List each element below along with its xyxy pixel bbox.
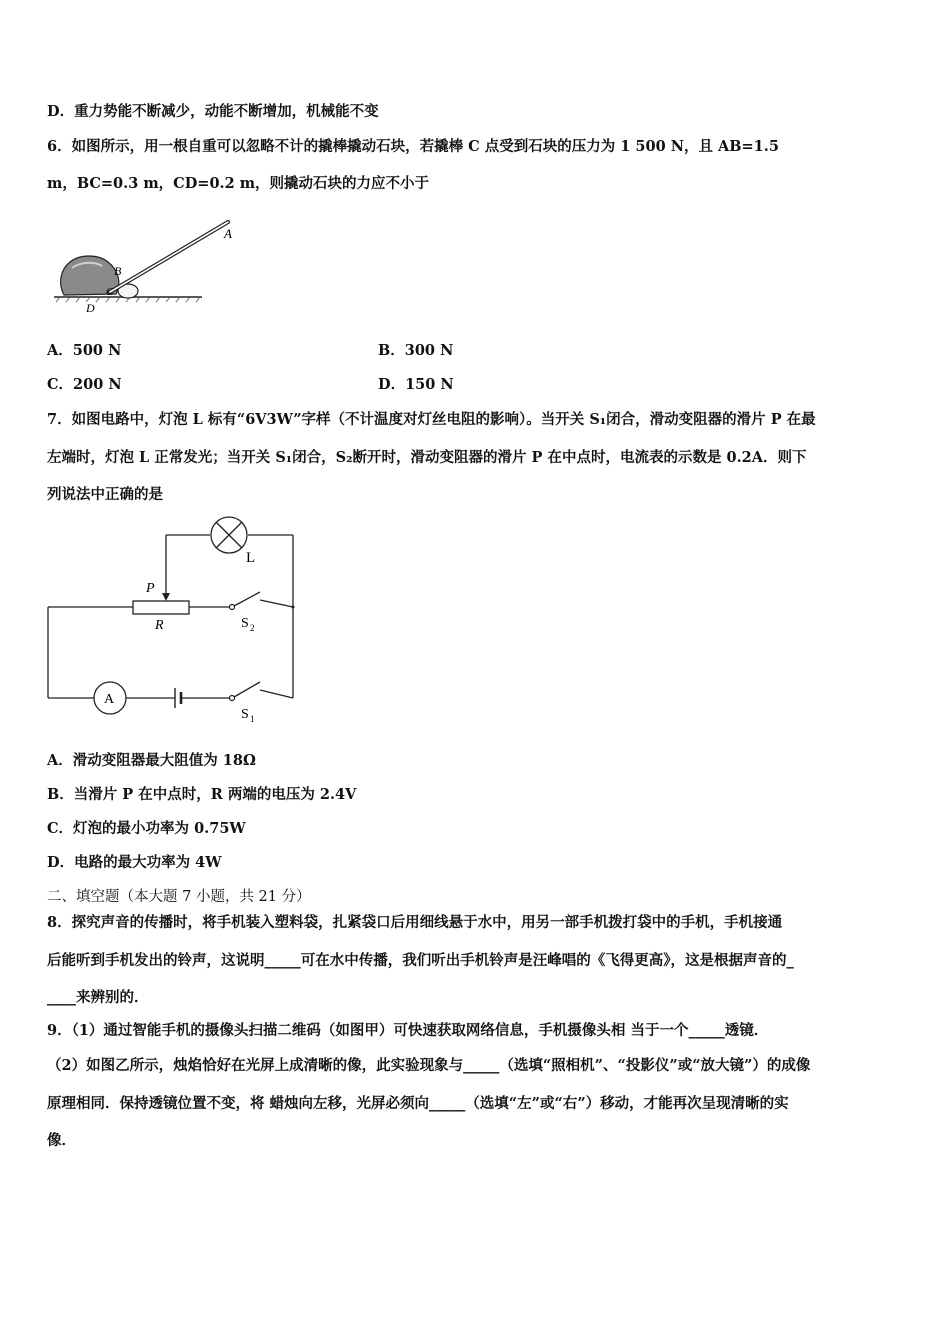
crowbar-figure xyxy=(50,212,250,316)
q7-stem-line-2: 左端时，灯泡 L 正常发光；当开关 S₁闭合，S₂断开时，滑动变阻器的滑片 P 在中点时，电流表的示数是 0.2A．则下 xyxy=(47,449,807,466)
circuit-diagram xyxy=(40,512,310,734)
crowbar-body xyxy=(110,222,228,292)
q7-option-b: B．当滑片 P 在中点时，R 两端的电压为 2.4V xyxy=(47,786,357,803)
label-c: C xyxy=(106,286,114,298)
q7-stem-line-1: 7．如图电路中，灯泡 L 标有“6V3W”字样（不计温度对灯丝电阻的影响）。当开关 S₁闭合，滑动变阻器的滑片 P 在最 xyxy=(47,411,816,428)
circuit-wires xyxy=(48,535,293,698)
lamp-label: L xyxy=(246,550,256,566)
q8-stem-line-1: 8．探究声音的传播时，将手机装入塑料袋，扎紧袋口后用细线悬于水中，用另一部手机拨打袋中的手机，手机接通 xyxy=(47,914,783,931)
q8-stem-line-2: 后能听到手机发出的铃声，这说明_____可在水中传播，我们听出手机铃声是汪峰唱的《飞得更高》，这是根据声音的_ xyxy=(47,952,794,969)
q6-stem-line-1: 6．如图所示，用一根自重可以忽略不计的撬棒撬动石块，若撬棒 C 点受到石块的压力为 1 500 N，且 AB=1.5 xyxy=(47,138,779,155)
label-d: D xyxy=(86,301,95,315)
slider-label: P xyxy=(146,581,155,596)
switch-s1-pivot xyxy=(230,696,235,701)
q6-option-c: C．200 N xyxy=(47,376,122,393)
q8-stem-line-3: ____来辨别的． xyxy=(47,989,149,1006)
ammeter-label: A xyxy=(104,692,115,707)
resistor-label: R xyxy=(155,618,164,633)
q5-option-d: D．重力势能不断减少，动能不断增加，机械能不变 xyxy=(47,103,379,120)
q6-option-d: D．150 N xyxy=(378,376,454,393)
section-heading: 二、填空题（本大题 7 小题，共 21 分） xyxy=(47,889,311,905)
switch-s2-blade xyxy=(234,592,260,606)
label-b: B xyxy=(114,264,122,278)
label-a: A xyxy=(224,226,232,241)
q9-stem-line-1: 9．（1）通过智能手机的摄像头扫描二维码（如图甲）可快速获取网络信息，手机摄像头相 当于一个_____透镜． xyxy=(47,1022,769,1039)
slider-arrow xyxy=(162,593,170,601)
switch-s2-label: S xyxy=(241,616,249,631)
q7-option-d: D．电路的最大功率为 4W xyxy=(47,854,222,871)
switch-s1-blade xyxy=(234,682,260,697)
q7-stem-line-3: 列说法中正确的是 xyxy=(47,486,163,503)
q7-option-a: A．滑动变阻器最大阻值为 18Ω xyxy=(47,752,256,769)
resistor-symbol xyxy=(133,601,189,614)
q6-option-a: A．500 N xyxy=(47,342,122,359)
q9-stem-line-3: 原理相同．保持透镜位置不变，将 蜡烛向左移，光屏必须向_____（选填“左”或“右”）移动，才能再次呈现清晰的实 xyxy=(47,1095,789,1112)
switch-s1-subscript: 1 xyxy=(250,714,255,724)
q9-stem-line-2: （2）如图乙所示，烛焰恰好在光屏上成清晰的像，此实验现象与_____（选填“照相机”、“投影仪”或“放大镜”）的成像 xyxy=(47,1057,811,1074)
switch-s1-label: S xyxy=(241,707,249,722)
junction-dot xyxy=(292,606,295,609)
q7-option-c: C．灯泡的最小功率为 0.75W xyxy=(47,820,246,837)
q9-stem-line-4: 像． xyxy=(47,1132,76,1149)
q6-stem-line-2: m，BC=0.3 m，CD=0.2 m，则撬动石块的力应不小于 xyxy=(47,175,430,192)
q6-option-b: B．300 N xyxy=(378,342,454,359)
lamp-symbol xyxy=(211,517,247,553)
switch-s2-subscript: 2 xyxy=(250,623,255,633)
switch-s2-pivot xyxy=(230,605,235,610)
